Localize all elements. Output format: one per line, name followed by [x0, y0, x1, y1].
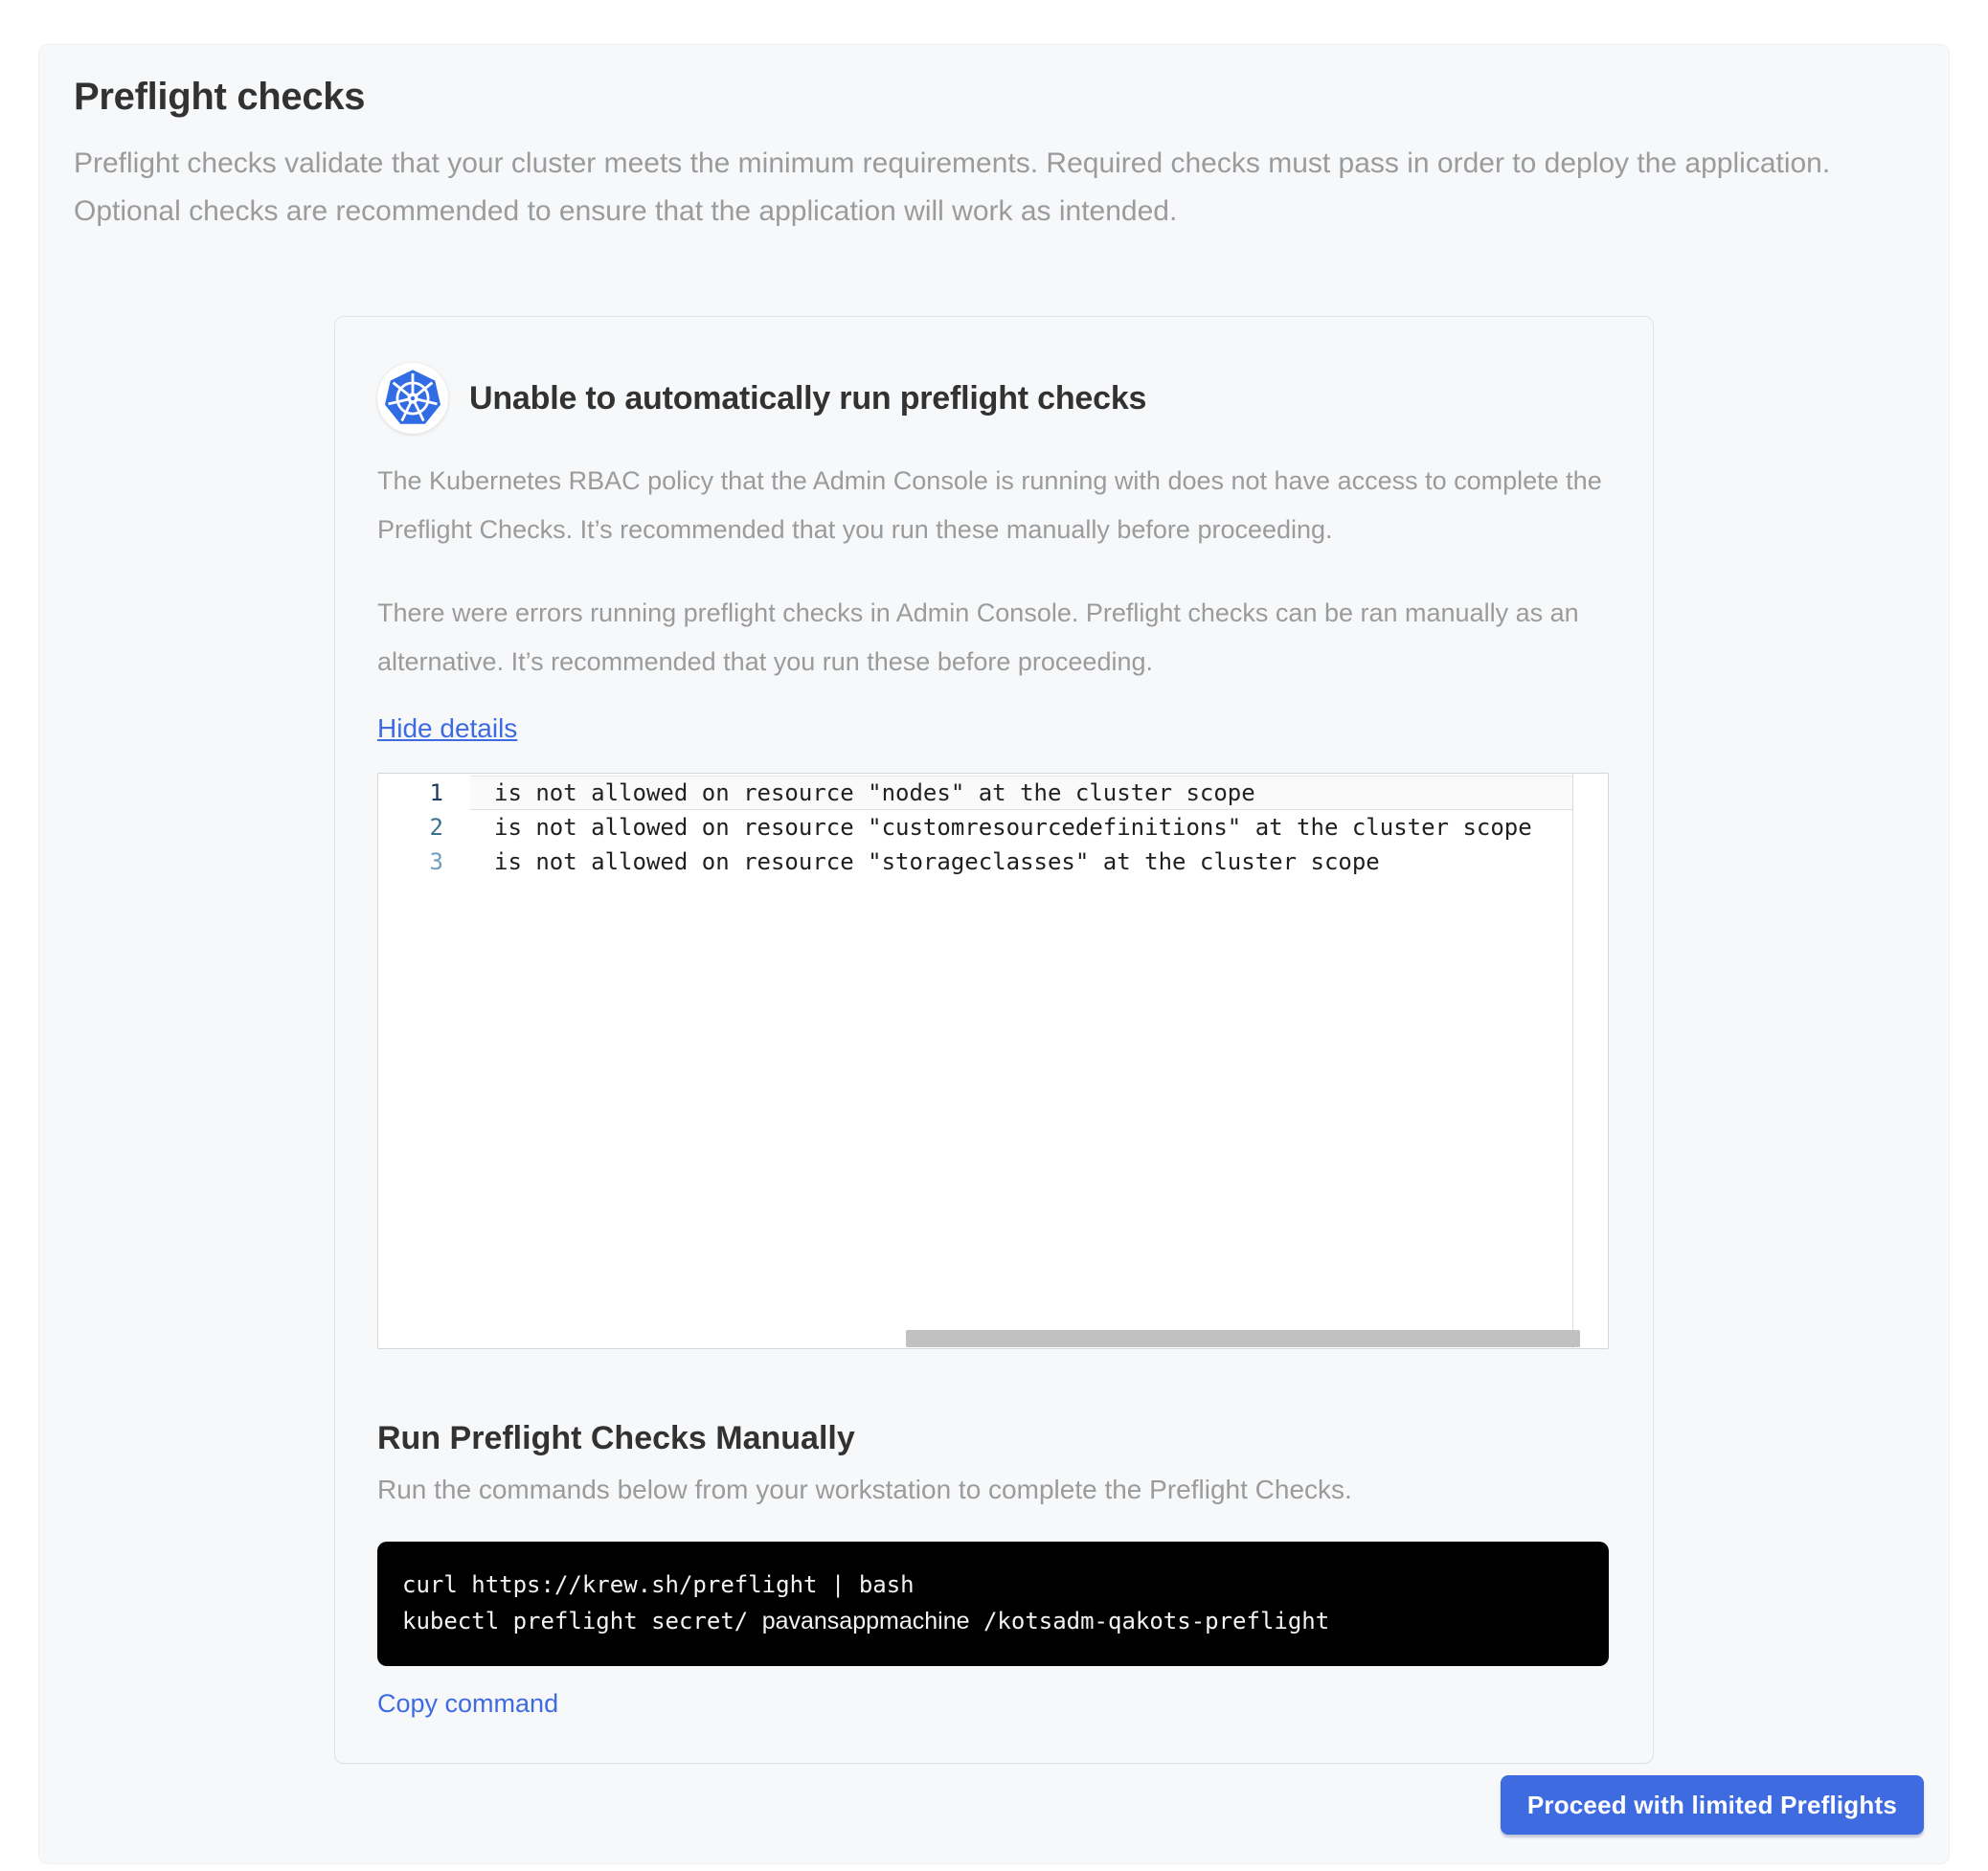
editor-row [378, 845, 1608, 879]
command-line-2-suffix: /kotsadm-qakots-preflight [969, 1608, 1330, 1634]
page-subtitle: Preflight checks validate that your cluster meets the minimum requirements. Required checks must pass in order to deploy the application. Optional checks are recommended to ensure that the application will work as intended. [74, 147, 1831, 227]
command-line-1: curl https://krew.sh/preflight | bash [402, 1571, 915, 1598]
horizontal-scrollbar-thumb[interactable] [906, 1330, 1580, 1347]
editor-row [378, 810, 1608, 845]
namespace-value: pavansappmachine [761, 1608, 970, 1634]
code-line: is not allowed on resource "storageclasses" at the cluster scope [494, 848, 1380, 875]
manual-section-subtitle: Run the commands below from your workstation to complete the Preflight Checks. [377, 1475, 1352, 1504]
preflight-warning-card [334, 316, 1654, 1764]
line-number: 2 [429, 814, 443, 841]
editor-row [378, 776, 1608, 810]
hide-details-link[interactable]: Hide details [377, 713, 518, 743]
preflight-page-panel [38, 44, 1950, 1864]
card-title: Unable to automatically run preflight checks [469, 379, 1147, 417]
page-title: Preflight checks [74, 76, 366, 118]
footer-actions [1501, 1775, 1924, 1835]
vertical-scrollbar-track[interactable] [1572, 774, 1608, 1348]
code-line: is not allowed on resource "nodes" at the cluster scope [494, 779, 1255, 806]
editor-lines [378, 774, 1608, 879]
errors-description: There were errors running preflight checks in Admin Console. Preflight checks can be ran manually as an alternative. It’s recommended that you run these before proceeding. [377, 598, 1579, 676]
error-details-editor[interactable] [377, 773, 1609, 1349]
command-line-2-prefix: kubectl preflight secret/ [402, 1608, 762, 1634]
kubernetes-icon [377, 363, 448, 434]
page-header [39, 45, 1949, 236]
code-line: is not allowed on resource "customresourcedefinitions" at the cluster scope [494, 814, 1532, 841]
line-number: 3 [429, 848, 443, 875]
command-code-block [377, 1542, 1609, 1666]
proceed-with-limited-preflights-button[interactable]: Proceed with limited Preflights [1501, 1775, 1924, 1835]
line-number: 1 [429, 779, 443, 806]
copy-command-link[interactable]: Copy command [377, 1689, 559, 1718]
card-header [377, 363, 1609, 434]
rbac-description: The Kubernetes RBAC policy that the Admin Console is running with does not have access to complete the Preflight Checks. It’s recommended that you run these manually before proceeding. [377, 466, 1602, 544]
manual-section-title: Run Preflight Checks Manually [377, 1420, 855, 1456]
